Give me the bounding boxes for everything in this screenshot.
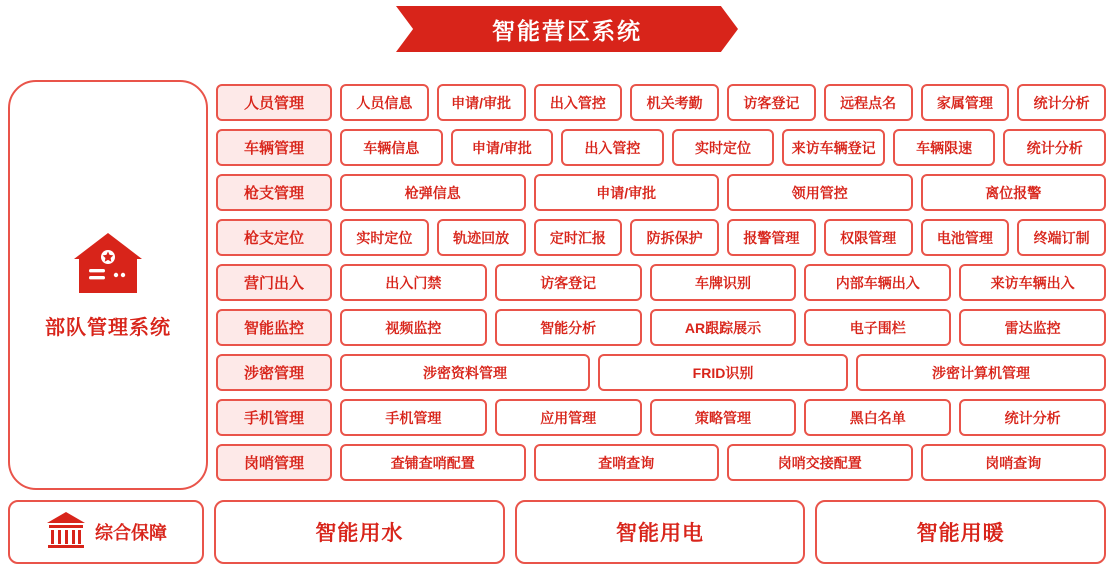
module-rows <box>216 84 1106 489</box>
module-item[interactable]: 来访车辆登记 <box>782 129 885 166</box>
module-item[interactable]: 内部车辆出入 <box>804 264 951 301</box>
module-item[interactable]: 视频监控 <box>340 309 487 346</box>
bottom-support-bar <box>8 500 1106 564</box>
module-item[interactable]: FRID识别 <box>598 354 848 391</box>
module-item[interactable]: 统计分析 <box>1017 84 1106 121</box>
module-item[interactable]: 人员信息 <box>340 84 429 121</box>
module-item[interactable]: 策略管理 <box>650 399 797 436</box>
module-row <box>216 399 1106 436</box>
module-item[interactable]: 黑白名单 <box>804 399 951 436</box>
module-item[interactable]: 终端订制 <box>1017 219 1106 256</box>
bottom-items <box>214 500 1106 564</box>
module-items <box>340 219 1106 256</box>
module-item[interactable]: 申请/审批 <box>451 129 554 166</box>
module-item[interactable]: 应用管理 <box>495 399 642 436</box>
module-item[interactable]: 查铺查哨配置 <box>340 444 526 481</box>
module-row <box>216 444 1106 481</box>
module-items <box>340 174 1106 211</box>
module-item[interactable]: 手机管理 <box>340 399 487 436</box>
module-item[interactable]: 涉密资料管理 <box>340 354 590 391</box>
module-item[interactable]: 报警管理 <box>727 219 816 256</box>
module-item[interactable]: 车辆信息 <box>340 129 443 166</box>
module-item[interactable]: 岗哨查询 <box>921 444 1107 481</box>
module-category[interactable]: 营门出入 <box>216 264 332 301</box>
module-category[interactable]: 手机管理 <box>216 399 332 436</box>
module-category[interactable]: 岗哨管理 <box>216 444 332 481</box>
support-item[interactable]: 智能用电 <box>515 500 806 564</box>
module-row <box>216 174 1106 211</box>
module-items <box>340 309 1106 346</box>
module-item[interactable]: 车辆限速 <box>893 129 996 166</box>
module-item[interactable]: 统计分析 <box>1003 129 1106 166</box>
module-item[interactable]: 雷达监控 <box>959 309 1106 346</box>
module-item[interactable]: 实时定位 <box>340 219 429 256</box>
module-item[interactable]: 岗哨交接配置 <box>727 444 913 481</box>
module-item[interactable]: 电子围栏 <box>804 309 951 346</box>
module-row <box>216 219 1106 256</box>
module-category[interactable]: 枪支管理 <box>216 174 332 211</box>
left-main-panel[interactable] <box>8 80 208 490</box>
module-item[interactable]: 实时定位 <box>672 129 775 166</box>
module-item[interactable]: 智能分析 <box>495 309 642 346</box>
module-row <box>216 264 1106 301</box>
module-item[interactable]: 申请/审批 <box>534 174 720 211</box>
module-item[interactable]: 家属管理 <box>921 84 1010 121</box>
module-item[interactable]: 出入门禁 <box>340 264 487 301</box>
module-item[interactable]: 出入管控 <box>561 129 664 166</box>
module-item[interactable]: 访客登记 <box>495 264 642 301</box>
comprehensive-support-label: 综合保障 <box>95 523 167 543</box>
module-item[interactable]: 权限管理 <box>824 219 913 256</box>
module-items <box>340 84 1106 121</box>
comprehensive-support-box[interactable] <box>8 500 204 564</box>
module-items <box>340 129 1106 166</box>
module-items <box>340 264 1106 301</box>
module-items <box>340 399 1106 436</box>
module-item[interactable]: 枪弹信息 <box>340 174 526 211</box>
module-row <box>216 309 1106 346</box>
module-item[interactable]: 车牌识别 <box>650 264 797 301</box>
support-item[interactable]: 智能用水 <box>214 500 505 564</box>
module-item[interactable]: 电池管理 <box>921 219 1010 256</box>
module-category[interactable]: 智能监控 <box>216 309 332 346</box>
module-item[interactable]: 访客登记 <box>727 84 816 121</box>
module-item[interactable]: 查哨查询 <box>534 444 720 481</box>
module-row <box>216 129 1106 166</box>
module-category[interactable]: 涉密管理 <box>216 354 332 391</box>
module-item[interactable]: AR跟踪展示 <box>650 309 797 346</box>
module-category[interactable]: 人员管理 <box>216 84 332 121</box>
module-row <box>216 84 1106 121</box>
module-items <box>340 444 1106 481</box>
module-item[interactable]: 领用管控 <box>727 174 913 211</box>
module-item[interactable]: 涉密计算机管理 <box>856 354 1106 391</box>
module-row <box>216 354 1106 391</box>
module-category[interactable]: 枪支定位 <box>216 219 332 256</box>
building-icon <box>45 510 87 555</box>
module-item[interactable]: 远程点名 <box>824 84 913 121</box>
module-items <box>340 354 1106 391</box>
support-item[interactable]: 智能用暖 <box>815 500 1106 564</box>
module-item[interactable]: 防拆保护 <box>630 219 719 256</box>
page-title: 智能营区系统 <box>492 17 642 44</box>
module-item[interactable]: 申请/审批 <box>437 84 526 121</box>
module-item[interactable]: 出入管控 <box>534 84 623 121</box>
module-category[interactable]: 车辆管理 <box>216 129 332 166</box>
module-item[interactable]: 定时汇报 <box>534 219 623 256</box>
left-panel-label: 部队管理系统 <box>45 316 171 339</box>
system-title-banner <box>396 6 738 52</box>
home-star-icon <box>71 231 145 297</box>
module-item[interactable]: 离位报警 <box>921 174 1107 211</box>
module-item[interactable]: 来访车辆出入 <box>959 264 1106 301</box>
module-item[interactable]: 轨迹回放 <box>437 219 526 256</box>
module-item[interactable]: 统计分析 <box>959 399 1106 436</box>
module-item[interactable]: 机关考勤 <box>630 84 719 121</box>
